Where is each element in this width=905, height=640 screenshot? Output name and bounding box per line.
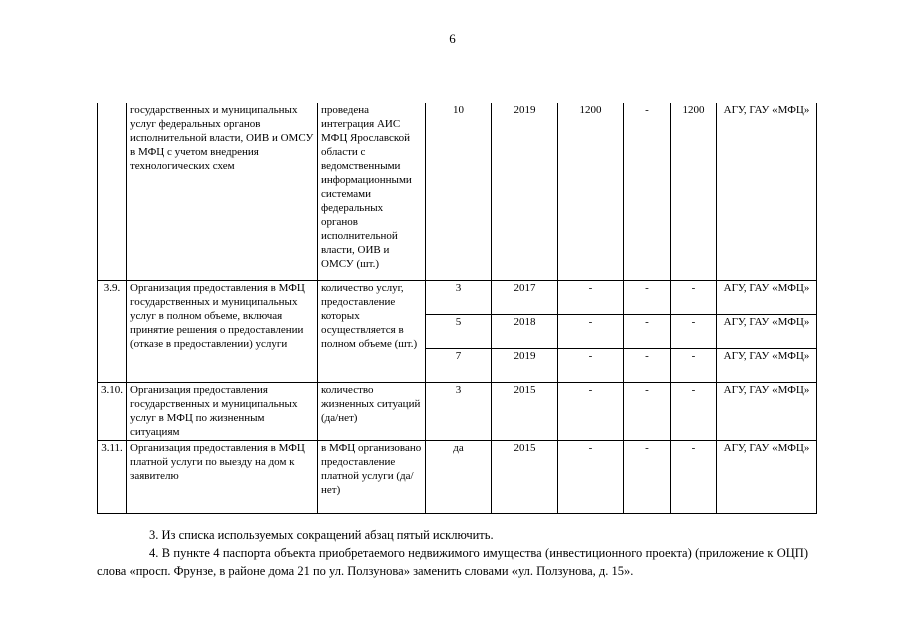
funding-cell-1: - <box>558 440 624 513</box>
table-row-3-11 <box>98 440 817 513</box>
value-cell: 7 <box>426 348 492 382</box>
paragraph-3: 3. Из списка используемых сокращений абзац пятый исключить. <box>149 528 494 542</box>
indicator-cell: количество жизненных ситуаций (да/нет) <box>318 382 426 440</box>
funding-cell-3: - <box>671 440 717 513</box>
table-row-3-9 <box>98 280 817 314</box>
executor-cell: АГУ, ГАУ «МФЦ» <box>717 103 817 280</box>
executor-cell: АГУ, ГАУ «МФЦ» <box>717 280 817 314</box>
funding-cell-1: - <box>558 280 624 314</box>
value-cell: 5 <box>426 314 492 348</box>
measure-name-cell: Организация предоставления в МФЦ государственных и муниципальных услуг в полном объеме, включая принятие решения о предоставлении (отказе в предоставлении) услуги <box>127 280 318 382</box>
executor-cell: АГУ, ГАУ «МФЦ» <box>717 314 817 348</box>
funding-cell-2: - <box>624 314 671 348</box>
funding-cell-2: - <box>624 103 671 280</box>
row-number-cell <box>98 103 127 280</box>
indicator-cell: количество услуг, предоставление которых осуществляется в полном объеме (шт.) <box>318 280 426 382</box>
row-number-cell: 3.11. <box>98 440 127 513</box>
funding-cell-1: - <box>558 314 624 348</box>
paragraph-4: 4. В пункте 4 паспорта объекта приобретаемого недвижимого имущества (инвестиционного проекта) (приложение к ОЦП) слова «просп. Фрунзе, в районе дома 21 по ул. Ползунова» заменить словами «ул. Ползунова, д. 15». <box>97 546 808 578</box>
row-number-cell: 3.9. <box>98 280 127 382</box>
funding-cell-3: - <box>671 314 717 348</box>
indicator-cell: проведена интеграция АИС МФЦ Ярославской области с ведомственными информационными системами федеральных органов исполнительной власти, ОИВ и ОМСУ (шт.) <box>318 103 426 280</box>
value-cell: да <box>426 440 492 513</box>
measure-name-cell: государственных и муниципальных услуг федеральных органов исполнительной власти, ОИВ и ОМСУ в МФЦ с учетом внедрения технологических схем <box>127 103 318 280</box>
table-row-continued <box>98 103 817 280</box>
funding-cell-3: - <box>671 348 717 382</box>
funding-cell-1: - <box>558 348 624 382</box>
executor-cell: АГУ, ГАУ «МФЦ» <box>717 348 817 382</box>
value-cell: 3 <box>426 382 492 440</box>
row-number-cell: 3.10. <box>98 382 127 440</box>
funding-cell-3: - <box>671 280 717 314</box>
funding-cell-1: 1200 <box>558 103 624 280</box>
funding-cell-2: - <box>624 382 671 440</box>
year-cell: 2017 <box>492 280 558 314</box>
funding-cell-2: - <box>624 280 671 314</box>
funding-cell-2: - <box>624 440 671 513</box>
table-row-3-10 <box>98 382 817 440</box>
year-cell: 2019 <box>492 348 558 382</box>
measure-name-cell: Организация предоставления государственных и муниципальных услуг в МФЦ по жизненным ситуациям <box>127 382 318 440</box>
measures-table <box>97 103 817 514</box>
funding-cell-3: - <box>671 382 717 440</box>
measure-name-cell: Организация предоставления в МФЦ платной услуги по выезду на дом к заявителю <box>127 440 318 513</box>
executor-cell: АГУ, ГАУ «МФЦ» <box>717 440 817 513</box>
value-cell: 10 <box>426 103 492 280</box>
funding-cell-2: - <box>624 348 671 382</box>
year-cell: 2019 <box>492 103 558 280</box>
executor-cell: АГУ, ГАУ «МФЦ» <box>717 382 817 440</box>
year-cell: 2015 <box>492 440 558 513</box>
value-cell: 3 <box>426 280 492 314</box>
funding-cell-1: - <box>558 382 624 440</box>
year-cell: 2015 <box>492 382 558 440</box>
year-cell: 2018 <box>492 314 558 348</box>
indicator-cell: в МФЦ организовано предоставление платной услуги (да/нет) <box>318 440 426 513</box>
funding-cell-3: 1200 <box>671 103 717 280</box>
page-number: 6 <box>449 31 456 46</box>
